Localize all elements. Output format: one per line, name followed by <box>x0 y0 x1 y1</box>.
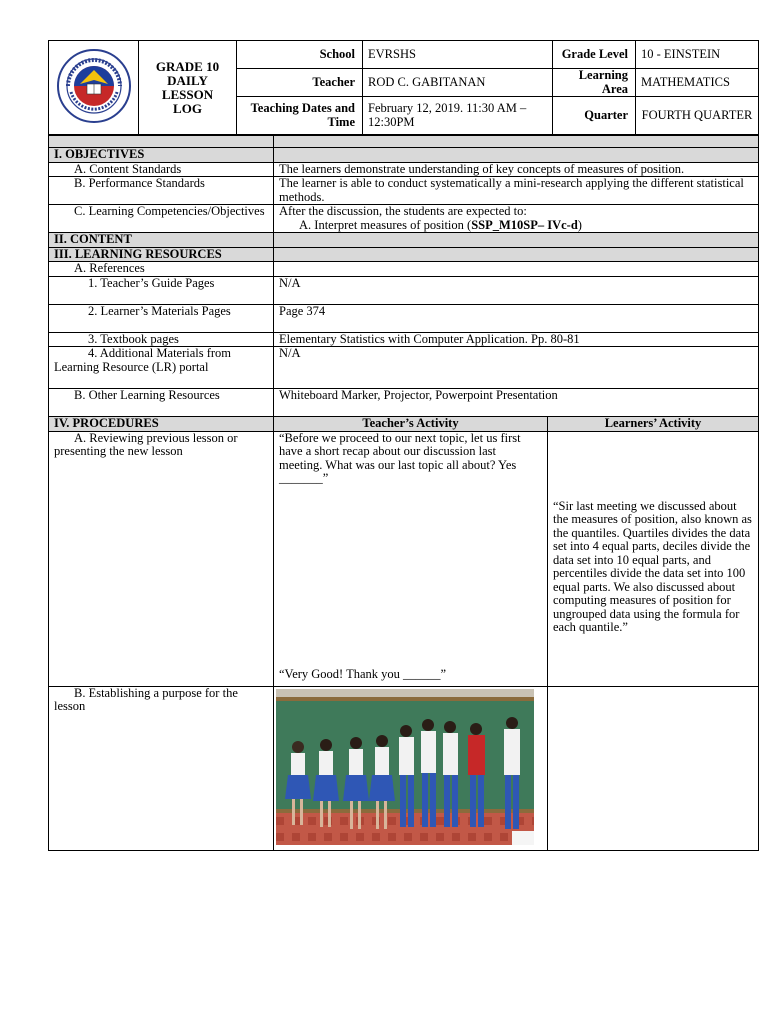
header-table <box>48 40 759 135</box>
title-line-3: LESSON <box>161 86 214 102</box>
references-label: A. References <box>49 262 274 277</box>
additional-materials-label: 4. Additional Materials from Learning Resource (LR) portal <box>49 347 274 389</box>
performance-standards-label: B. Performance Standards <box>49 177 274 205</box>
school-value: EVRSHS <box>363 41 553 69</box>
title-line-2: DAILY <box>167 72 208 88</box>
review-learner-cell <box>548 431 759 686</box>
performance-standards-value: The learner is able to conduct systematically a mini-research applying the different statistical methods. <box>274 177 759 205</box>
grade-value: 10 - EINSTEIN <box>636 41 759 69</box>
review-teacher-response: “Very Good! Thank you ______” <box>279 667 447 681</box>
other-resources-value: Whiteboard Marker, Projector, Powerpoint Presentation <box>274 389 759 417</box>
resources-heading: III. LEARNING RESOURCES <box>49 247 274 262</box>
log-title <box>139 41 237 135</box>
other-resources-label: B. Other Learning Resources <box>49 389 274 417</box>
lesson-log-page <box>48 40 758 851</box>
quarter-value: FOURTH QUARTER <box>636 97 759 135</box>
teacher-activity-heading: Teacher’s Activity <box>274 417 548 432</box>
competency-item-text: A. Interpret measures of position ( <box>299 217 472 232</box>
procedures-heading: IV. PROCEDURES <box>49 417 274 432</box>
competency-code: SSP_M10SP– IVc-d <box>471 217 578 232</box>
review-teacher-prompt: “Before we proceed to our next topic, let us first have a short recap about our discussion last meeting. What was our last topic all about? Yes _______” <box>279 430 521 485</box>
content-standards-value: The learners demonstrate understanding of key concepts of measures of position. <box>274 162 759 177</box>
teacher-label: Teacher <box>237 69 363 97</box>
review-label: A. Reviewing previous lesson or presenting the new lesson <box>49 431 274 686</box>
students-lineup-photo <box>276 689 534 845</box>
gap-cell <box>49 136 274 148</box>
teachers-guide-value: N/A <box>274 276 759 304</box>
textbook-pages-value: Elementary Statistics with Computer Application. Pp. 80-81 <box>274 332 759 347</box>
textbook-pages-label: 3. Textbook pages <box>49 332 274 347</box>
objectives-heading-fill <box>274 148 759 163</box>
purpose-photo-cell <box>274 686 548 851</box>
title-line-4: LOG <box>173 100 202 116</box>
content-heading-fill <box>274 233 759 248</box>
review-teacher-cell <box>274 431 548 686</box>
lesson-body-table <box>48 135 759 851</box>
school-label: School <box>237 41 363 69</box>
title-line-1: GRADE 10 <box>155 58 220 74</box>
content-standards-label: A. Content Standards <box>49 162 274 177</box>
references-value <box>274 262 759 277</box>
gap-cell-right <box>274 136 759 148</box>
review-learner-answer: “Sir last meeting we discussed about the measures of position, also known as the quantiles. Quartiles divides the data set into 4 equal parts, deciles divide the data set into 10 equal parts, and percentiles divide the data set into 100 equal parts. We also discussed about computing measures of position for ungrouped data using the formula for each quantile.” <box>553 498 752 634</box>
competencies-value <box>274 205 759 233</box>
dates-label: Teaching Dates and Time <box>237 97 363 135</box>
content-heading: II. CONTENT <box>49 233 274 248</box>
objectives-heading: I. OBJECTIVES <box>49 148 274 163</box>
deped-seal-icon <box>56 48 132 124</box>
learners-activity-heading: Learners’ Activity <box>548 417 759 432</box>
resources-heading-fill <box>274 247 759 262</box>
additional-materials-value: N/A <box>274 347 759 389</box>
purpose-learner-cell <box>548 686 759 851</box>
area-value: MATHEMATICS <box>636 69 759 97</box>
competencies-intro: After the discussion, the students are expected to: <box>279 204 527 218</box>
teacher-value: ROD C. GABITANAN <box>363 69 553 97</box>
competencies-label: C. Learning Competencies/Objectives <box>49 205 274 233</box>
dates-value: February 12, 2019. 11:30 AM – 12:30PM <box>363 97 553 135</box>
area-label: Learning Area <box>553 69 636 97</box>
learners-materials-value: Page 374 <box>274 304 759 332</box>
teachers-guide-label: 1. Teacher’s Guide Pages <box>49 276 274 304</box>
learners-materials-label: 2. Learner’s Materials Pages <box>49 304 274 332</box>
deped-logo-cell <box>49 41 139 135</box>
quarter-label: Quarter <box>553 97 636 135</box>
competency-item-close: ) <box>577 217 582 232</box>
competency-item <box>279 219 753 233</box>
grade-label: Grade Level <box>553 41 636 69</box>
purpose-label: B. Establishing a purpose for the lesson <box>49 686 274 851</box>
